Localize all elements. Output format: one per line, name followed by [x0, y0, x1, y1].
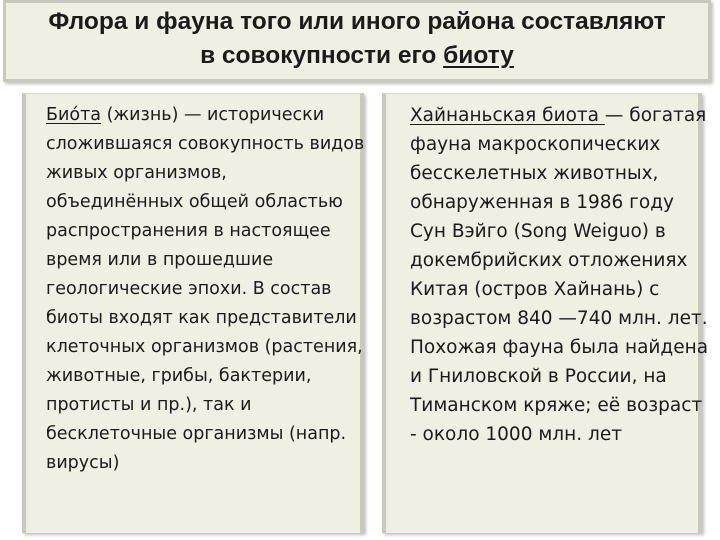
hainan-biota-term-link[interactable]: Хайнаньская биота [410, 105, 605, 126]
hainan-biota-body: — богатая фауна макроскопических бесскелетных животных, обнаруженная в 1986 году Сун Вэйго (Song Weiguo) в докембрийских отложениях Китая (остров Хайнань) с возрастом 840 —740 млн. лет. Похожая фауна была найдена и Гниловской в России, на Тиманском кряже; её возраст - около 1000 млн. лет [410, 105, 709, 445]
hainan-biota-panel [382, 93, 709, 533]
title-line-2-prefix: в совокупности его [200, 42, 444, 69]
title-line-1: Флора и фауна того или иного района составляют [48, 8, 666, 35]
biota-definition-text [46, 101, 366, 478]
hainan-biota-text [410, 101, 710, 449]
title-line-2 [6, 39, 708, 73]
biota-term-link[interactable]: Биóта [46, 105, 102, 125]
biota-definition-body: (жизнь) — исторически сложившаяся совокупность видов живых организмов, объединённых общей областью распространения в настоящее время или в прошедшие геологические эпохи. В состав биоты входят как представители клеточных организмов (растения, животные, грибы, бактерии, протисты и пр.), так и бесклеточные организмы (напр. вирусы) [46, 105, 365, 473]
title-box [3, 0, 711, 82]
title-link-biota[interactable]: биоту [443, 42, 514, 69]
biota-definition-panel [22, 93, 364, 533]
